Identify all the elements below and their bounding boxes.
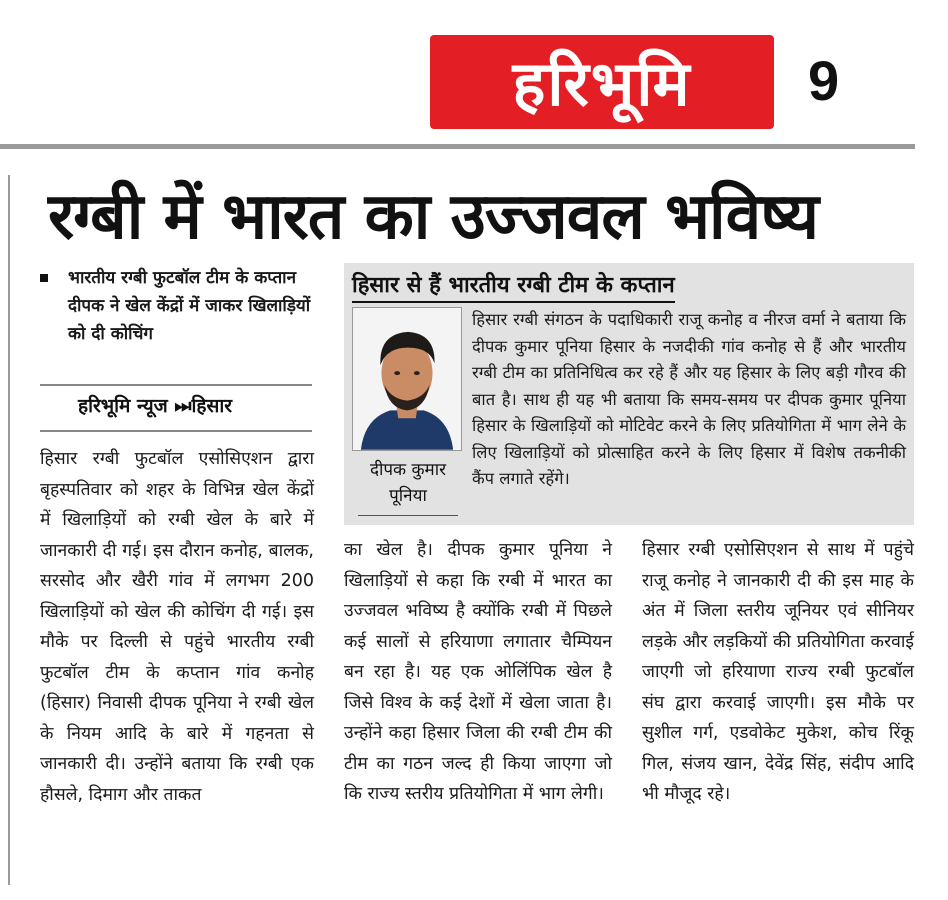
sidebar-title: हिसार से हैं भारतीय रग्बी टीम के कप्तान: [352, 269, 675, 303]
page-number: 9: [808, 49, 840, 112]
highlight-text: भारतीय रग्बी फुटबॉल टीम के कप्तान दीपक ने खेल केंद्रों में जाकर खिलाड़ियों को दी कोचिंग: [68, 268, 311, 344]
player-photo: [352, 307, 462, 451]
headline: रग्बी में भारत का उज्जवल भविष्य: [48, 180, 819, 254]
header-divider: [0, 144, 915, 149]
byline-rule-bottom: [40, 430, 312, 432]
logo-text: हरिभूमि: [512, 47, 692, 120]
byline: हरिभूमि न्यूज ⏭हिसार: [78, 395, 233, 417]
sidebar-text: हिसार रग्बी संगठन के पदाधिकारी राजू कनोह व नीरज वर्मा ने बताया कि दीपक कुमार पूनिया हिसार के नजदीकी गांव कनोह से हैं और भारतीय रग्बी टीम का प्रतिनिधित्व कर रहे हैं और यह हिसार के लिए बड़ी गौरव की बात है। साथ ही यह भी बताया कि समय-समय पर दीपक कुमार पूनिया हिसार के खिलाड़ियों को मोटिवेट करने के लिए प्रतियोगिता में भाग लेने के लिए खिलाड़ियों को प्रोत्साहित करने के लिए हिसार में विशेष तकनीकी कैंप लगाते रहेंगे।: [472, 310, 906, 488]
portrait-illustration: [353, 308, 461, 450]
byline-rule-top: [40, 384, 312, 386]
caption-rule: [358, 515, 458, 516]
bullet-square-icon: [40, 274, 48, 282]
left-column-rule: [8, 175, 10, 885]
body-column-1: हिसार रग्बी फुटबॉल एसोसिएशन द्वारा बृहस्पतिवार को शहर के विभिन्न खेल केंद्रों में खिलाड़ियों को रग्बी खेल के बारे में जानकारी दी गई। इस दौरान कनोह, बालक, सरसोद और खैरी गांव में लगभग 200 खिलाड़ियों को खेल की कोचिंग दी गई। इस मौके पर दिल्ली से पहुंचे भारतीय रग्बी फुटबॉल टीम के कप्तान गांव कनोह (हिसार) निवासी दीपक पूनिया ने रग्बी खेल के नियम आदि के बारे में गहनता से जानकारी दी। उन्होंने बताया कि रग्बी एक हौसले, दिमाग और ताकत: [40, 449, 314, 805]
body-column-3: हिसार रग्बी एसोसिएशन से साथ में पहुंचे राजू कनोह ने जानकारी दी की इस माह के अंत में जिला स्तरीय जूनियर एवं सीनियर लड़के और लड़कियों की प्रतियोगिता करवाई जाएगी जो हरियाणा राज्य रग्बी फुटबॉल संघ द्वारा करवाई जाएगी। इस मौके पर सुशील गर्ग, एडवोकेट मुकेश, कोच रिंकू गिल, संजय खान, देवेंद्र सिंह, संदीप आदि भी मौजूद रहे।: [642, 540, 914, 804]
photo-caption: दीपक कुमार पूनिया: [369, 460, 447, 506]
sidebar-box: [344, 263, 914, 525]
highlight-box: [40, 264, 320, 348]
body-column-2: का खेल है। दीपक कुमार पूनिया ने खिलाड़ियों से कहा कि रग्बी में भारत का उज्जवल भविष्य है क्योंकि रग्बी में पिछले कई सालों से हरियाणा लगातार चैम्पियन बन रहा है। यह एक ओलिंपिक खेल है जिसे विश्व के कई देशों में खेला जाता है। उन्होंने कहा हिसार जिला की रग्बी टीम की टीम का गठन जल्द ही किया जाएगा जो कि राज्य स्तरीय प्रतियोगिता में भाग लेगी।: [344, 540, 612, 804]
newspaper-logo: [430, 35, 774, 129]
